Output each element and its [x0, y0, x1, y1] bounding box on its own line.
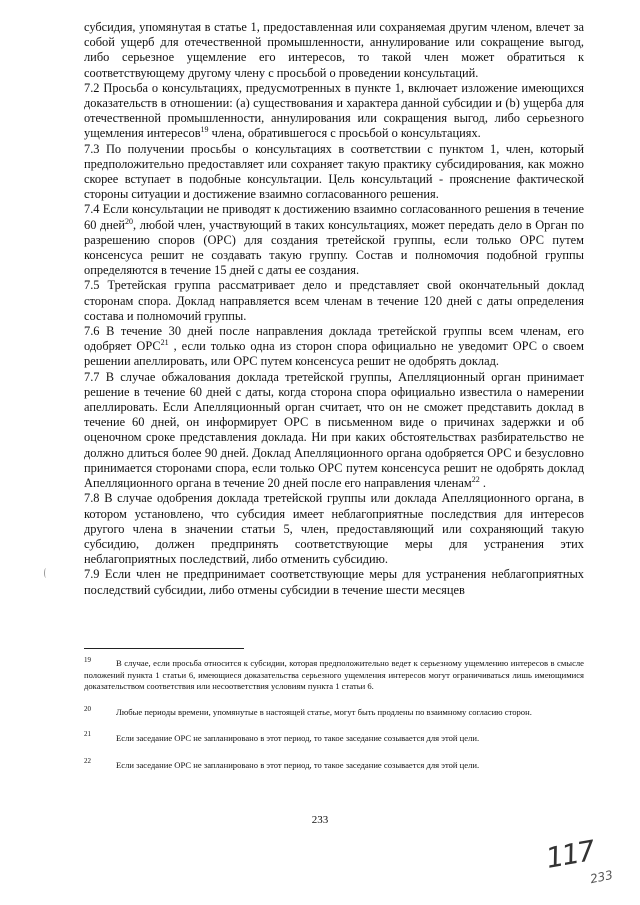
footnote-text: Если заседание ОРС не запланировано в этот период, то такое заседание созывается для этой цели.: [116, 733, 480, 743]
footnote-number: 21: [84, 730, 91, 738]
footnote-ref-19[interactable]: 19: [200, 125, 209, 135]
page-number: 233: [311, 814, 329, 826]
footnote-text: В случае, если просьба относится к субсидии, которая предположительно ведет к серьезному ущемлению интересов в смысле положений пункта 1 статьи 6, имеющиеся доказательства серьезного ущемления интересов могут ограничиваться лишь имеющимися доказательством соответствия или несоответствия условиям пункта 1 статьи 6.: [84, 658, 584, 691]
footnote-19: [84, 658, 584, 693]
footnote-21: [84, 732, 584, 745]
paragraph-7-3: 7.3 По получении просьбы о консультациях в соответствии с пунктом 1, член, который предположительно предоставляет или сохраняет такую практику субсидирования, как можно скорее вступает в подобные консультации. Цель консультаций - прояснение фактической стороны ситуации и достижение взаимно согласованного решения.: [84, 141, 584, 202]
footnote-number: 22: [84, 756, 91, 765]
paragraph-7-2: 7.2 Просьба о консультациях, предусмотренных в пункте 1, включает изложение имеющихся доказательств в отношении: (a) существования и характера данной субсидии и (b) ущерба для отечественной промышленности, аннулирования или сокращения выгод, либо серьезного ущемления интересов$^{19}$ члена, обратившегося с просьбой о консультациях.: [84, 80, 584, 141]
paragraph-7-8: 7.8 В случае одобрения доклада третейской группы или доклада Апелляционного органа, в котором установлено, что субсидия имеет неблагоприятные последствия для интересов другого члена в значении статьи 5, член, предоставляющий или сохраняющий такую субсидию, должен предпринять соответствующие меры для устранения этих неблагоприятных последствий, либо отменить субсидию.: [84, 491, 584, 567]
paragraph-7-4: 7.4 Если консультации не приводят к достижению взаимно согласованного решения в течение 60 дней$^{20}$, любой член, участвующий в таких консультациях, может передать дело в Орган по разрешению споров (ОРС) для создания третейской группы, если только ОРС путем консенсуса решит не создавать такую группу. Состав и полномочия подобной группы определяются в течение 15 дней с даты ее создания.: [84, 202, 584, 278]
handwritten-page-number: 117: [543, 834, 596, 875]
paragraph-7-7: 7.7 В случае обжалования доклада третейской группы, Апелляционный орган принимает решение в течение 60 дней с даты, когда сторона спора официально известила о намерении апеллировать. Если Апелляционный орган считает, что он не сможет представить доклад в течение 60 дней, он информирует ОРС в письменном виде о причинах задержки и об оценочном сроке представления доклада. Ни при каких обстоятельствах разбирательство не должно длиться более 90 дней. Доклад Апелляционного органа одобряется ОРС и безусловно принимается сторонами спора, если только ОРС путем консенсуса решит не одобрять доклад Апелляционного органа в течение 20 дней после его направления членам$^{22}$ .: [84, 369, 584, 491]
footnotes: [84, 658, 584, 785]
paragraph-7-9: 7.9 Если член не предпринимает соответствующие меры для устранения неблагоприятных последствий субсидии, либо отмены субсидии в течение шести месяцев: [84, 567, 584, 597]
footnote-22: [84, 756, 584, 772]
stamped-page-number: 233: [588, 867, 615, 887]
scan-artifact-mark: [44, 568, 48, 578]
footnote-ref-20[interactable]: 20: [125, 216, 134, 226]
footnote-text: Если заседание ОРС не запланировано в этот период, то такое заседание созывается для этой цели.: [116, 759, 480, 770]
footnote-ref-21[interactable]: 21: [160, 338, 169, 348]
paragraph: субсидия, упомянутая в статье 1, предоставленная или сохраняемая другим членом, влечет за собой ущерб для отечественной промышленности, аннулирование или сокращение выгод, либо серьезное ущемление его интересов, то такой член может обратиться к соответствующему другому члену с просьбой о проведении консультаций.: [84, 20, 584, 80]
footnote-number: 20: [84, 704, 91, 713]
footnote-ref-22[interactable]: 22: [471, 474, 480, 484]
footnote-20: [84, 704, 584, 719]
footnote-number: 19: [84, 656, 91, 664]
footnote-divider: [84, 648, 244, 649]
footnote-text: Любые периоды времени, упомянутые в настоящей статье, могут быть продлены по взаимному согласию сторон.: [116, 706, 532, 717]
body-text: [84, 20, 584, 598]
paragraph-7-6: 7.6 В течение 30 дней после направления доклада третейской группы всем членам, его одобряет ОРС$^{21}$ , если только одна из сторон спора официально не уведомит ОРС о своем решении апеллировать, или ОРС путем консенсуса решит не одобрять доклад.: [84, 324, 584, 369]
paragraph-7-5: 7.5 Третейская группа рассматривает дело и представляет свой окончательный доклад сторонам спора. Доклад направляется всем членам в течение 120 дней с даты определения состава и полномочий группы.: [84, 278, 584, 323]
